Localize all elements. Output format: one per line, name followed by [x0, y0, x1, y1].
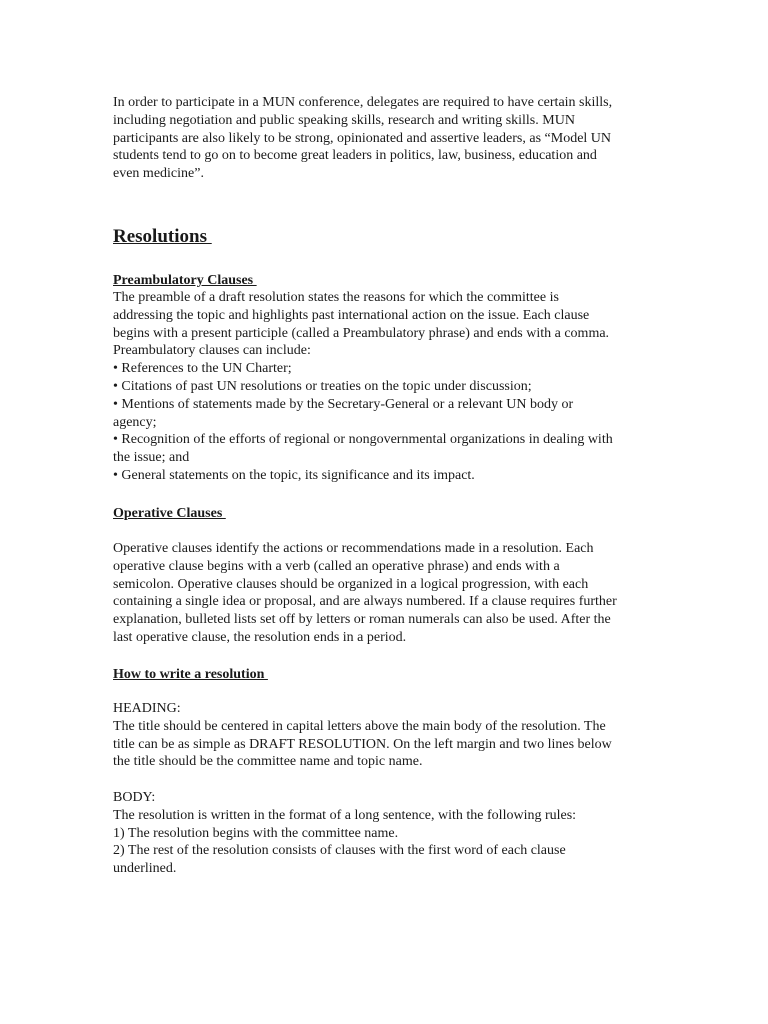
text-line: title can be as simple as DRAFT RESOLUTION. On the left margin and two lines below — [113, 736, 612, 752]
bullet-item: • Recognition of the efforts of regional or nongovernmental organizations in dealing with — [113, 432, 613, 448]
resolutions-section-header — [113, 226, 673, 248]
operative-header — [113, 504, 673, 523]
bullet-item: • Mentions of statements made by the Secretary-General or a relevant UN body or — [113, 396, 574, 412]
text-line: semicolon. Operative clauses should be organized in a logical progression, with each — [113, 576, 589, 592]
text-line: underlined. — [113, 861, 177, 877]
text-line: In order to participate in a MUN conference, delegates are required to have certain skills, — [113, 95, 613, 110]
resolutions-heading: Resolutions — [113, 226, 212, 247]
preambulatory-paragraph — [113, 289, 673, 485]
text-line: the title should be the committee name and topic name. — [113, 754, 423, 770]
text-line: operative clause begins with a verb (called an operative phrase) and ends with a — [113, 558, 560, 574]
text-line: addressing the topic and highlights past international action on the issue. Each clause — [113, 307, 590, 323]
how-to-header — [113, 665, 673, 684]
text-line: even medicine”. — [113, 166, 204, 182]
text-line: Preambulatory clauses can include: — [113, 343, 311, 359]
intro-paragraph — [113, 94, 673, 183]
text-line: the issue; and — [113, 450, 190, 466]
list-item: 1) The resolution begins with the committee name. — [113, 825, 399, 841]
text-line: including negotiation and public speaking skills, research and writing skills. MUN — [113, 112, 575, 128]
text-line: containing a single idea or proposal, and are always numbered. If a clause requires further — [113, 594, 617, 610]
bullet-item: • References to the UN Charter; — [113, 361, 292, 377]
list-item: 2) The rest of the resolution consists of clauses with the first word of each clause — [113, 843, 566, 859]
how-to-heading: How to write a resolution — [113, 667, 268, 682]
text-line: last operative clause, the resolution ends in a period. — [113, 629, 407, 645]
heading-section-paragraph — [113, 700, 673, 771]
preambulatory-header — [113, 271, 673, 290]
text-line: begins with a present participle (called a Preambulatory phrase) and ends with a comma. — [113, 325, 610, 341]
text-line: The preamble of a draft resolution states the reasons for which the committee is — [113, 290, 559, 305]
section-label: BODY: — [113, 790, 156, 805]
text-line: participants are also likely to be strong, opinionated and assertive leaders, as “Model UN — [113, 130, 612, 146]
body-section-paragraph — [113, 789, 673, 878]
text-line: The title should be centered in capital letters above the main body of the resolution. The — [113, 718, 606, 734]
text-line: agency; — [113, 414, 157, 430]
operative-paragraph — [113, 540, 673, 647]
text-line: students tend to go on to become great leaders in politics, law, business, education and — [113, 148, 597, 164]
bullet-item: • Citations of past UN resolutions or treaties on the topic under discussion; — [113, 378, 532, 394]
text-line: The resolution is written in the format of a long sentence, with the following rules: — [113, 807, 577, 823]
text-line: explanation, bulleted lists set off by letters or roman numerals can also be used. After the — [113, 612, 611, 628]
bullet-item: • General statements on the topic, its significance and its impact. — [113, 467, 475, 483]
operative-heading: Operative Clauses — [113, 506, 226, 521]
preambulatory-heading: Preambulatory Clauses — [113, 273, 257, 288]
text-line: Operative clauses identify the actions or recommendations made in a resolution. Each — [113, 541, 594, 556]
section-label: HEADING: — [113, 701, 181, 716]
